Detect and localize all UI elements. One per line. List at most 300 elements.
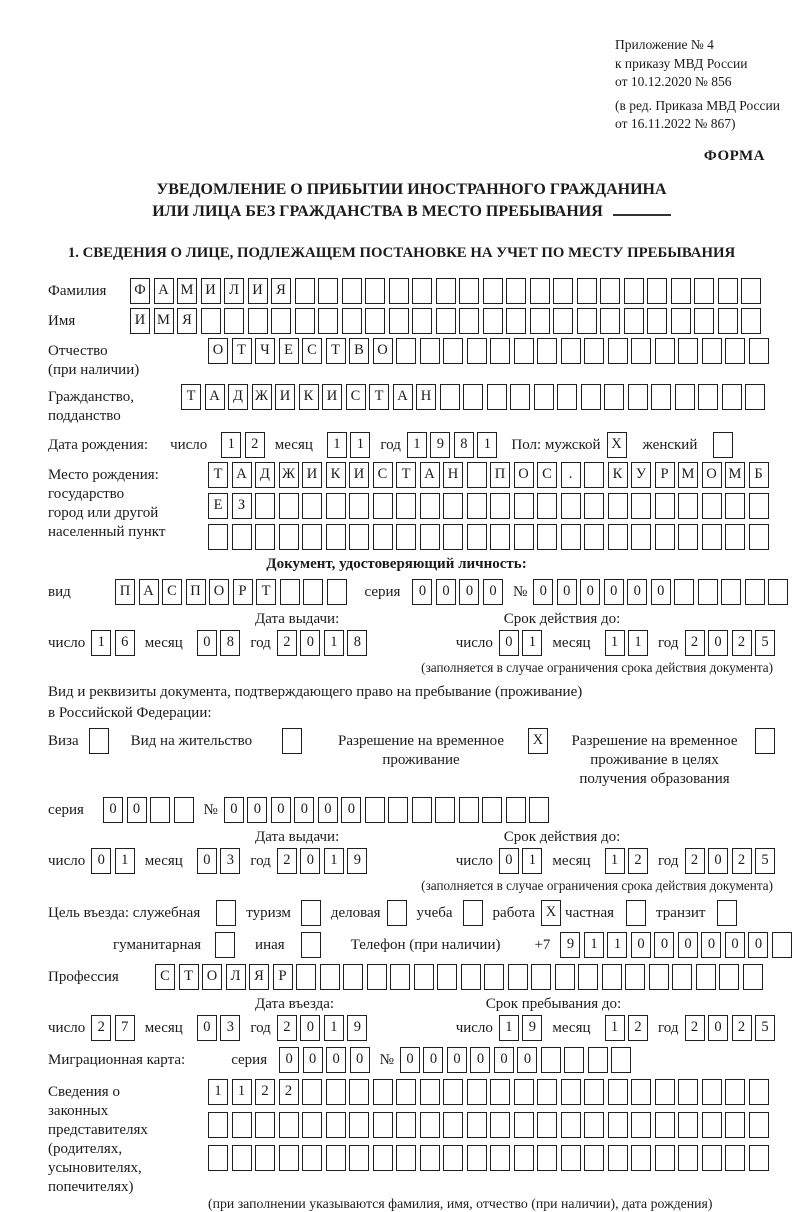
form-cell bbox=[600, 278, 620, 304]
transit-checkbox bbox=[717, 900, 737, 926]
form-cell bbox=[508, 964, 528, 990]
form-cell: 0 bbox=[300, 848, 320, 874]
form-cell bbox=[745, 579, 765, 605]
business-checkbox bbox=[387, 900, 407, 926]
form-cell: 1 bbox=[91, 630, 111, 656]
profession-label: Профессия bbox=[48, 968, 119, 985]
form-cell bbox=[514, 1112, 534, 1138]
form-cell bbox=[420, 1079, 440, 1105]
form-cell bbox=[529, 797, 549, 823]
form-cell: 0 bbox=[197, 1015, 217, 1041]
form-cell bbox=[484, 964, 504, 990]
male-checkbox: X bbox=[607, 432, 627, 458]
form-cell: 1 bbox=[605, 1015, 625, 1041]
permit-issue-group: Дата выдачи: число 0 1 месяц 0 3 год 2 0 1 9 bbox=[48, 829, 367, 874]
form-cell: С bbox=[373, 462, 393, 488]
form-cell bbox=[459, 797, 479, 823]
year-label: год bbox=[380, 436, 401, 453]
form-cell: 1 bbox=[522, 630, 542, 656]
form-cell: Т bbox=[179, 964, 199, 990]
permit-issue-year-cells bbox=[277, 848, 368, 874]
form-cell bbox=[749, 1079, 769, 1105]
migcard-number-cells bbox=[400, 1047, 632, 1073]
form-cell bbox=[725, 338, 745, 364]
form-cell: А bbox=[232, 462, 252, 488]
permit-number-label: № bbox=[203, 801, 218, 818]
permit-number-cells bbox=[224, 797, 550, 823]
form-cell: 3 bbox=[220, 1015, 240, 1041]
form-cell: 0 bbox=[459, 579, 479, 605]
form-cell bbox=[655, 1079, 675, 1105]
representatives-block bbox=[48, 1079, 775, 1212]
form-cell: И bbox=[248, 278, 268, 304]
form-cell: Б bbox=[749, 462, 769, 488]
form-cell bbox=[678, 1079, 698, 1105]
stay-month-cells bbox=[605, 1015, 649, 1041]
form-cell: 1 bbox=[115, 848, 135, 874]
form-cell: 6 bbox=[115, 630, 135, 656]
form-cell: 8 bbox=[220, 630, 240, 656]
birthplace-block bbox=[48, 462, 775, 550]
form-cell bbox=[443, 493, 463, 519]
form-cell bbox=[578, 964, 598, 990]
permit-valid-month-cells bbox=[605, 848, 649, 874]
permit-issue-day-cells bbox=[91, 848, 135, 874]
official-checkbox bbox=[216, 900, 236, 926]
form-cell bbox=[678, 493, 698, 519]
form-cell: С bbox=[155, 964, 175, 990]
form-cell bbox=[271, 308, 291, 334]
form-cell bbox=[702, 1145, 722, 1171]
form-cell bbox=[608, 524, 628, 550]
permit-valid-day-cells bbox=[499, 848, 543, 874]
form-cell: 1 bbox=[605, 848, 625, 874]
annex-line: к приказу МВД России bbox=[615, 55, 748, 71]
forma-label: ФОРМА bbox=[703, 147, 765, 164]
doc-type-label: вид bbox=[48, 583, 71, 600]
form-cell bbox=[624, 308, 644, 334]
doc-issue-group: Дата выдачи: число 1 6 месяц 0 8 год 2 0 1 8 bbox=[48, 611, 367, 656]
form-cell: Р bbox=[655, 462, 675, 488]
form-cell bbox=[443, 1145, 463, 1171]
form-cell bbox=[561, 1079, 581, 1105]
form-cell: 1 bbox=[477, 432, 497, 458]
tourism-checkbox bbox=[301, 900, 321, 926]
form-cell bbox=[584, 338, 604, 364]
doc-series-cells bbox=[412, 579, 503, 605]
entry-year-cells bbox=[277, 1015, 368, 1041]
form-cell bbox=[631, 524, 651, 550]
form-cell: Ж bbox=[252, 384, 272, 410]
form-cell bbox=[608, 338, 628, 364]
form-cell: 0 bbox=[557, 579, 577, 605]
form-cell: 3 bbox=[220, 848, 240, 874]
visa-checkbox bbox=[89, 728, 109, 754]
form-cell: А bbox=[154, 278, 174, 304]
form-cell bbox=[490, 338, 510, 364]
form-cell bbox=[588, 1047, 608, 1073]
purpose-label: Цель въезда: служебная bbox=[48, 904, 201, 921]
form-cell bbox=[514, 1145, 534, 1171]
title-blank-underline bbox=[613, 202, 671, 216]
form-cell bbox=[584, 493, 604, 519]
form-cell bbox=[327, 579, 347, 605]
form-cell: 1 bbox=[232, 1079, 252, 1105]
migration-card-label: Миграционная карта: bbox=[48, 1051, 186, 1068]
form-cell: З bbox=[232, 493, 252, 519]
form-cell: 1 bbox=[584, 932, 604, 958]
form-cell bbox=[702, 1112, 722, 1138]
form-cell: 2 bbox=[685, 1015, 705, 1041]
form-cell bbox=[467, 524, 487, 550]
form-cell bbox=[678, 1112, 698, 1138]
form-cell: 1 bbox=[628, 630, 648, 656]
form-cell bbox=[396, 524, 416, 550]
form-cell bbox=[373, 1145, 393, 1171]
form-cell: Р bbox=[273, 964, 293, 990]
phone-label: Телефон (при наличии) bbox=[350, 936, 501, 953]
form-cell bbox=[649, 964, 669, 990]
permit-series-cells bbox=[103, 797, 194, 823]
work-checkbox: X bbox=[541, 900, 561, 926]
form-cell bbox=[702, 338, 722, 364]
form-cell bbox=[625, 964, 645, 990]
entry-date-heading: Дата въезда: bbox=[255, 995, 335, 1012]
patronymic-cells bbox=[208, 338, 769, 364]
form-cell bbox=[514, 1079, 534, 1105]
form-cell bbox=[326, 1145, 346, 1171]
stay-until-group: Срок пребывания до: число 1 9 месяц 1 2 год 2 0 2 5 bbox=[456, 996, 775, 1041]
form-cell bbox=[467, 1112, 487, 1138]
form-cell bbox=[655, 524, 675, 550]
form-cell: 1 bbox=[221, 432, 241, 458]
form-cell bbox=[631, 338, 651, 364]
form-cell bbox=[459, 278, 479, 304]
form-cell bbox=[672, 964, 692, 990]
form-cell: С bbox=[537, 462, 557, 488]
form-cell bbox=[232, 1112, 252, 1138]
form-cell bbox=[342, 278, 362, 304]
form-cell: И bbox=[349, 462, 369, 488]
profession-row bbox=[48, 964, 775, 990]
form-cell: 1 bbox=[327, 432, 347, 458]
form-cell bbox=[318, 278, 338, 304]
form-cell bbox=[537, 1145, 557, 1171]
form-cell: Ф bbox=[130, 278, 150, 304]
form-cell bbox=[279, 524, 299, 550]
form-cell bbox=[373, 493, 393, 519]
form-cell: 0 bbox=[300, 630, 320, 656]
form-cell bbox=[396, 338, 416, 364]
form-cell bbox=[678, 524, 698, 550]
form-cell: Л bbox=[224, 278, 244, 304]
annex-line: от 16.11.2022 № 867) bbox=[615, 116, 736, 131]
permit-valid-year-cells bbox=[685, 848, 776, 874]
surname-label: Фамилия bbox=[48, 282, 107, 299]
form-cell bbox=[208, 524, 228, 550]
form-cell: Т bbox=[181, 384, 201, 410]
form-cell: Т bbox=[396, 462, 416, 488]
form-cell: 0 bbox=[708, 848, 728, 874]
form-cell: 0 bbox=[748, 932, 768, 958]
doc-issue-month-cells bbox=[197, 630, 241, 656]
form-cell bbox=[443, 338, 463, 364]
form-cell: 9 bbox=[560, 932, 580, 958]
form-cell: Н bbox=[416, 384, 436, 410]
form-cell: 2 bbox=[732, 630, 752, 656]
residence-doc-text-1: Вид и реквизиты документа, подтверждающего право на пребывание (проживание) bbox=[48, 683, 583, 700]
migration-card-row bbox=[48, 1047, 775, 1073]
form-cell: Д bbox=[228, 384, 248, 410]
form-cell: 5 bbox=[755, 1015, 775, 1041]
form-cell: 9 bbox=[347, 1015, 367, 1041]
form-cell bbox=[373, 1112, 393, 1138]
doc-issue-year-cells bbox=[277, 630, 368, 656]
form-cell: 2 bbox=[277, 848, 297, 874]
form-cell bbox=[725, 493, 745, 519]
form-cell: 1 bbox=[324, 848, 344, 874]
form-cell: 8 bbox=[347, 630, 367, 656]
form-cell bbox=[577, 308, 597, 334]
doc-number-label: № bbox=[512, 583, 528, 600]
form-cell bbox=[224, 308, 244, 334]
doc-issue-day-cells bbox=[91, 630, 135, 656]
form-cell bbox=[396, 1145, 416, 1171]
form-cell: С bbox=[346, 384, 366, 410]
form-cell bbox=[467, 1145, 487, 1171]
phone-cells bbox=[560, 932, 792, 958]
form-cell bbox=[420, 493, 440, 519]
form-cell bbox=[725, 1079, 745, 1105]
stay-until-heading: Срок пребывания до: bbox=[485, 995, 622, 1012]
form-cell: . bbox=[561, 462, 581, 488]
form-cell bbox=[440, 384, 460, 410]
form-cell bbox=[295, 278, 315, 304]
form-cell bbox=[389, 278, 409, 304]
birth-month-cells bbox=[327, 432, 371, 458]
annex-line: от 10.12.2020 № 856 bbox=[615, 74, 732, 89]
form-cell: Т bbox=[232, 338, 252, 364]
form-cell: 0 bbox=[103, 797, 123, 823]
form-cell bbox=[367, 964, 387, 990]
form-cell: 0 bbox=[294, 797, 314, 823]
form-cell: 1 bbox=[607, 932, 627, 958]
birthplace-row-1 bbox=[208, 462, 769, 488]
form-cell bbox=[584, 1145, 604, 1171]
form-cell bbox=[725, 1145, 745, 1171]
form-cell bbox=[553, 278, 573, 304]
form-cell bbox=[628, 384, 648, 410]
form-cell bbox=[506, 797, 526, 823]
residence-permit-row bbox=[48, 728, 775, 789]
form-cell bbox=[412, 797, 432, 823]
form-cell bbox=[718, 308, 738, 334]
form-cell bbox=[373, 524, 393, 550]
form-cell bbox=[702, 493, 722, 519]
birth-year-cells bbox=[407, 432, 498, 458]
form-cell: В bbox=[349, 338, 369, 364]
form-cell: 0 bbox=[580, 579, 600, 605]
form-cell bbox=[349, 1112, 369, 1138]
rvp-education-checkbox bbox=[755, 728, 775, 754]
form-cell: Ч bbox=[255, 338, 275, 364]
permit-dates-row bbox=[48, 829, 775, 874]
form-cell bbox=[514, 338, 534, 364]
form-cell: 2 bbox=[732, 848, 752, 874]
form-cell: 0 bbox=[654, 932, 674, 958]
patronymic-row bbox=[48, 338, 775, 380]
form-cell: 2 bbox=[685, 630, 705, 656]
form-cell bbox=[655, 1145, 675, 1171]
form-cell: С bbox=[162, 579, 182, 605]
annex-line: Приложение № 4 bbox=[615, 37, 714, 52]
birthdate-row bbox=[48, 432, 775, 458]
section-1-heading: 1. СВЕДЕНИЯ О ЛИЦЕ, ПОДЛЕЖАЩЕМ ПОСТАНОВКЕ НА УЧЕТ ПО МЕСТУ ПРЕБЫВАНИЯ bbox=[67, 244, 736, 261]
form-cell: П bbox=[186, 579, 206, 605]
form-cell: Д bbox=[255, 462, 275, 488]
form-cell: 2 bbox=[628, 848, 648, 874]
form-cell bbox=[414, 964, 434, 990]
form-cell bbox=[631, 493, 651, 519]
form-cell bbox=[396, 493, 416, 519]
form-cell bbox=[483, 308, 503, 334]
form-cell: Н bbox=[443, 462, 463, 488]
tourism-label: туризм bbox=[246, 904, 291, 921]
form-cell bbox=[459, 308, 479, 334]
form-cell bbox=[435, 797, 455, 823]
form-cell: 1 bbox=[324, 630, 344, 656]
form-cell bbox=[608, 1145, 628, 1171]
doc-dates-row bbox=[48, 611, 775, 656]
form-cell bbox=[608, 493, 628, 519]
form-cell bbox=[694, 278, 714, 304]
form-cell: 9 bbox=[347, 848, 367, 874]
form-cell bbox=[302, 524, 322, 550]
form-cell: Ж bbox=[279, 462, 299, 488]
form-cell: А bbox=[139, 579, 159, 605]
form-cell: 1 bbox=[605, 630, 625, 656]
form-cell bbox=[467, 338, 487, 364]
firstname-cells bbox=[130, 308, 761, 334]
form-cell bbox=[349, 524, 369, 550]
form-cell bbox=[461, 964, 481, 990]
form-cell bbox=[537, 1079, 557, 1105]
form-cell bbox=[678, 338, 698, 364]
form-cell bbox=[719, 964, 739, 990]
form-cell bbox=[349, 1145, 369, 1171]
permit-valid-note: (заполняется в случае ограничения срока действия документа) bbox=[421, 877, 773, 893]
form-cell bbox=[365, 278, 385, 304]
form-cell bbox=[326, 1112, 346, 1138]
citizenship-label: Гражданство, подданство bbox=[48, 388, 135, 424]
form-cell: 0 bbox=[91, 848, 111, 874]
form-cell bbox=[514, 493, 534, 519]
form-cell bbox=[555, 964, 575, 990]
title-line-1: УВЕДОМЛЕНИЕ О ПРИБЫТИИ ИНОСТРАННОГО ГРАЖДАНИНА bbox=[156, 180, 667, 198]
stay-day-cells bbox=[499, 1015, 543, 1041]
form-cell bbox=[443, 1079, 463, 1105]
surname-row bbox=[48, 278, 775, 304]
phone-prefix: +7 bbox=[534, 936, 551, 953]
form-cell bbox=[696, 964, 716, 990]
annex-line: (в ред. Приказа МВД России bbox=[615, 97, 780, 113]
female-checkbox bbox=[713, 432, 733, 458]
form-cell bbox=[741, 308, 761, 334]
birthplace-row-3 bbox=[208, 524, 769, 550]
form-cell: И bbox=[201, 278, 221, 304]
sex-female-label: женский bbox=[642, 436, 698, 453]
form-cell bbox=[745, 384, 765, 410]
form-cell: 2 bbox=[732, 1015, 752, 1041]
form-cell bbox=[443, 1112, 463, 1138]
form-cell: 0 bbox=[247, 797, 267, 823]
form-cell: Я bbox=[177, 308, 197, 334]
entry-dates-row bbox=[48, 996, 775, 1041]
vnzh-label: Вид на жительство bbox=[130, 732, 253, 749]
form-cell: 0 bbox=[350, 1047, 370, 1073]
form-cell: 0 bbox=[271, 797, 291, 823]
form-cell bbox=[412, 308, 432, 334]
vnzh-checkbox bbox=[282, 728, 302, 754]
form-cell: О bbox=[202, 964, 222, 990]
form-cell: У bbox=[631, 462, 651, 488]
form-cell: Т bbox=[208, 462, 228, 488]
page-title bbox=[48, 179, 775, 223]
form-cell: К bbox=[326, 462, 346, 488]
form-cell bbox=[743, 964, 763, 990]
birthplace-label: Место рождения: государство город или другой населенный пункт bbox=[48, 466, 166, 540]
form-cell: 0 bbox=[127, 797, 147, 823]
representatives-row-1 bbox=[208, 1079, 769, 1105]
birthdate-label: Дата рождения: bbox=[48, 436, 149, 453]
doc-valid-note: (заполняется в случае ограничения срока действия документа) bbox=[421, 659, 773, 675]
sex-male-label: Пол: мужской bbox=[511, 436, 601, 453]
form-cell: 0 bbox=[701, 932, 721, 958]
form-cell bbox=[490, 493, 510, 519]
form-cell: 1 bbox=[522, 848, 542, 874]
doc-number-cells bbox=[533, 579, 788, 605]
form-cell bbox=[320, 964, 340, 990]
form-cell bbox=[302, 1079, 322, 1105]
form-cell: Я bbox=[249, 964, 269, 990]
form-cell bbox=[725, 1112, 745, 1138]
form-cell bbox=[749, 338, 769, 364]
entry-date-group: Дата въезда: число 2 7 месяц 0 3 год 2 0 1 9 bbox=[48, 996, 367, 1041]
form-cell: 7 bbox=[115, 1015, 135, 1041]
form-cell: 0 bbox=[279, 1047, 299, 1073]
form-cell bbox=[436, 278, 456, 304]
form-cell: О bbox=[373, 338, 393, 364]
private-label: частная bbox=[565, 904, 615, 921]
form-cell: 0 bbox=[604, 579, 624, 605]
form-cell: 0 bbox=[494, 1047, 514, 1073]
form-cell bbox=[467, 1079, 487, 1105]
form-cell: 0 bbox=[326, 1047, 346, 1073]
form-cell bbox=[537, 524, 557, 550]
form-cell bbox=[208, 1112, 228, 1138]
doc-series-label: серия bbox=[364, 583, 401, 600]
form-cell bbox=[295, 308, 315, 334]
form-cell: Я bbox=[271, 278, 291, 304]
form-cell bbox=[248, 308, 268, 334]
form-cell: 5 bbox=[755, 848, 775, 874]
form-cell bbox=[631, 1112, 651, 1138]
doc-valid-day-cells bbox=[499, 630, 543, 656]
visa-label: Виза bbox=[48, 732, 79, 749]
form-cell bbox=[561, 1112, 581, 1138]
form-cell: И bbox=[322, 384, 342, 410]
representatives-row-3 bbox=[208, 1145, 769, 1171]
